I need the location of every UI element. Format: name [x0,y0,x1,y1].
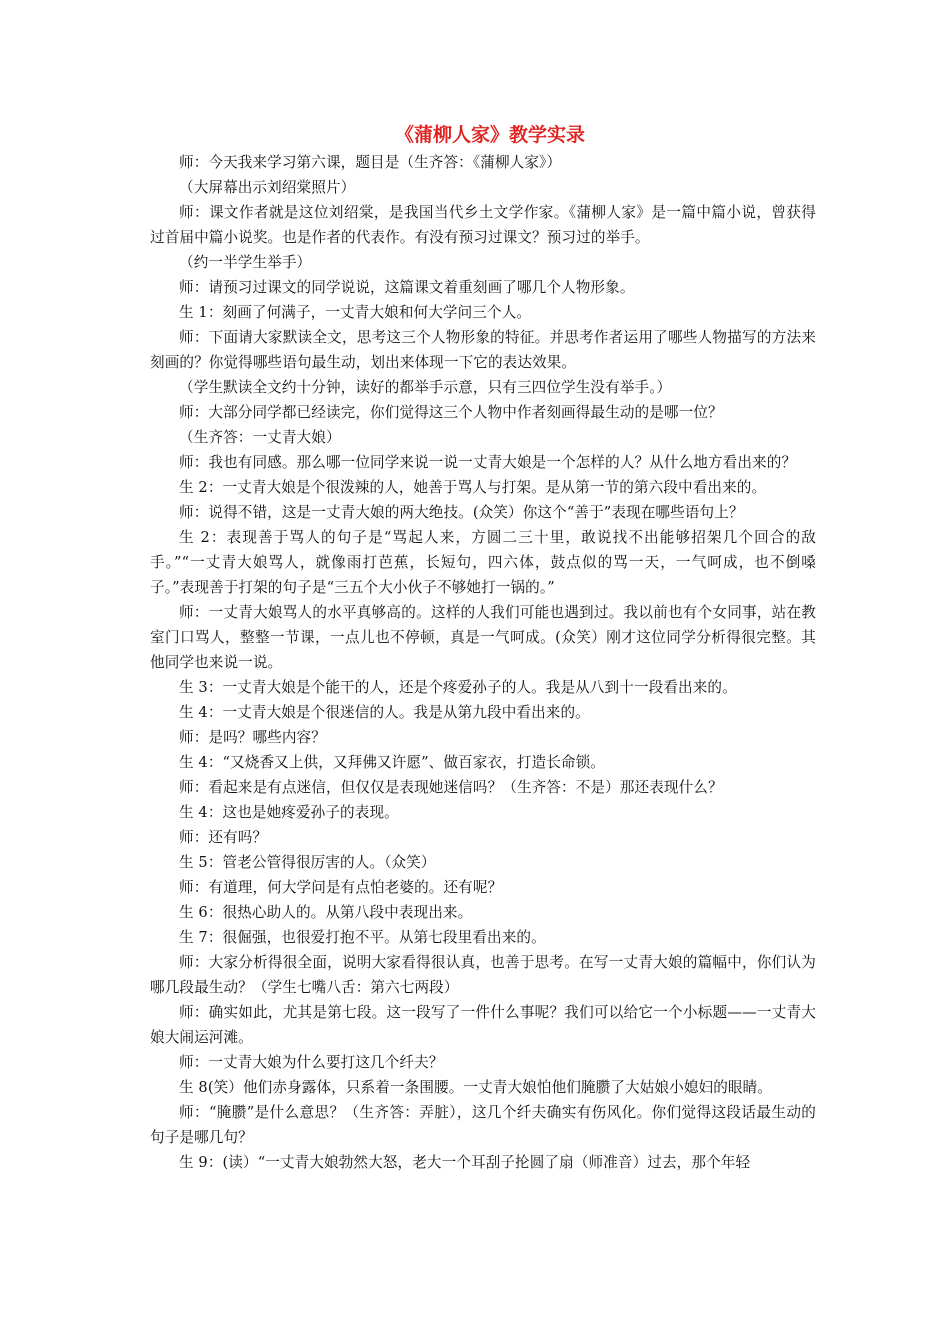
paragraph: 师：课文作者就是这位刘绍棠，是我国当代乡土文学作家。《蒲柳人家》是一篇中篇小说，曾获得过首届中篇小说奖。也是作者的代表作。有没有预习过课文？预习过的举手。 [150,204,816,246]
paragraph: 师：确实如此，尤其是第七段。这一段写了一件什么事呢？我们可以给它一个小标题——一丈青大娘大闹运河滩。 [150,1004,816,1046]
paragraph: （学生默读全文约十分钟，读好的都举手示意，只有三四位学生没有举手。） [179,379,672,396]
document-title: 《蒲柳人家》教学实录 [394,124,585,146]
paragraph: 师：一丈青大娘骂人的水平真够高的。这样的人我们可能也遇到过。我以前也有个女同事，站在教室门口骂人，整整一节课，一点儿也不停顿，真是一气呵成。(众笑）刚才这位同学分析得很完整。其他同学也来说一说。 [150,604,816,671]
paragraph: 师：大家分析得很全面，说明大家看得很认真，也善于思考。在写一丈青大娘的篇幅中，你们认为哪几段最生动？（学生七嘴八舌：第六七两段） [150,954,816,996]
paragraph: 师：有道理，何大学问是有点怕老婆的。还有呢？ [179,879,503,896]
paragraph: 生 9：(读）“一丈青大娘勃然大怒，老大一个耳刮子抡圆了扇（师准音）过去，那个年轻 [179,1154,751,1171]
paragraph: 师：“腌臜”是什么意思？（生齐答：弄脏），这几个纤夫确实有伤风化。你们觉得这段话最生动的句子是哪几句？ [150,1104,816,1146]
paragraph: 生 4：这也是她疼爱孙子的表现。 [179,804,399,821]
paragraph: 师：是吗？哪些内容？ [179,729,326,746]
paragraph: 生 1：刻画了何满子，一丈青大娘和何大学问三个人。 [179,304,532,321]
paragraph: 生 5：管老公管得很厉害的人。（众笑） [179,854,436,871]
paragraph: （生齐答：一丈青大娘） [179,429,341,446]
paragraph: 师：一丈青大娘为什么要打这几个纤夫？ [179,1054,444,1071]
paragraph: 生 7：很倔强，也很爱打抱不平。从第七段里看出来的。 [179,929,546,946]
paragraph: 师：大部分同学都已经读完，你们觉得这三个人物中作者刻画得最生动的是哪一位？ [179,404,723,421]
paragraph: 师：请预习过课文的同学说说，这篇课文着重刻画了哪几个人物形象。 [179,279,635,296]
paragraph: 生 4：“又烧香又上供，又拜佛又许愿”、做百家衣，打造长命锁。 [179,754,605,771]
paragraph: 师：说得不错，这是一丈青大娘的两大绝技。(众笑）你这个“善于”表现在哪些语句上？ [179,504,744,521]
paragraph: 生 3：一丈青大娘是个能干的人，还是个疼爱孙子的人。我是从八到十一段看出来的。 [179,679,737,696]
paragraph: 生 2：一丈青大娘是个很泼辣的人，她善于骂人与打架。是从第一节的第六段中看出来的。 [179,479,767,496]
paragraph: 生 8(笑）他们赤身露体，只系着一条围腰。一丈青大娘怕他们腌臜了大姑娘小媳妇的眼睛。 [179,1079,772,1096]
paragraph: 师：下面请大家默读全文，思考这三个人物形象的特征。并思考作者运用了哪些人物描写的方法来刻画的？你觉得哪些语句最生动，划出来体现一下它的表达效果。 [150,329,816,371]
paragraph: 师：看起来是有点迷信，但仅仅是表现她迷信吗？（生齐答：不是）那还表现什么？ [179,779,723,796]
paragraph: 师：今天我来学习第六课，题目是（生齐答：《蒲柳人家》） [179,154,562,171]
paragraph: 师：我也有同感。那么哪一位同学来说一说一丈青大娘是一个怎样的人？从什么地方看出来的？ [179,454,797,471]
paragraph: 师：还有吗？ [179,829,268,846]
document-page [150,120,816,1175]
paragraph: （大屏幕出示刘绍棠照片） [179,179,356,196]
paragraph: 生 6：很热心助人的。从第八段中表现出来。 [179,904,473,921]
document-body [150,150,816,1175]
paragraph: 生 4：一丈青大娘是个很迷信的人。我是从第九段中看出来的。 [179,704,590,721]
paragraph: 生 2：表现善于骂人的句子是“骂起人来，方圆二三十里，敢说找不出能够招架几个回合的敌手。”“一丈青大娘骂人，就像雨打芭蕉，长短句，四六体，鼓点似的骂一天，一气呵成，也不倒嗓子。”表现善于打架的句子是“三五个大小伙子不够她打一锅的。” [150,529,816,596]
paragraph: （约一半学生举手） [179,254,312,271]
